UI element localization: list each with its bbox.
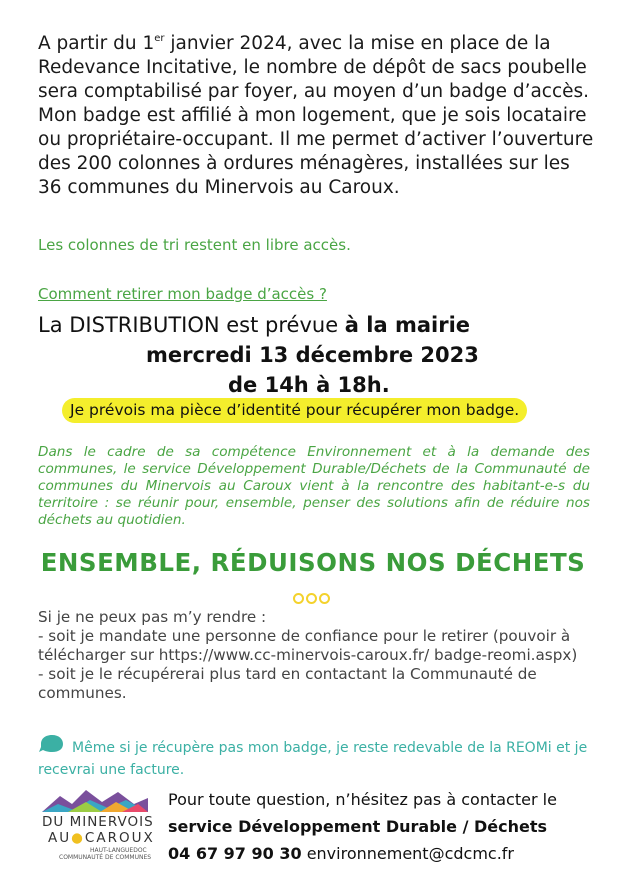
intro-paragraph-1 [38, 32, 598, 104]
dot-icon [319, 593, 330, 604]
distribution-planned: La DISTRIBUTION est prévue [38, 313, 345, 337]
contact-phone: 04 67 97 90 30 [168, 844, 302, 863]
logo-community: COMMUNAUTÉ DE COMMUNES [59, 854, 152, 861]
distribution-date: mercredi 13 décembre 2023 [146, 343, 479, 367]
intro-p1-rest: janvier 2024, avec la mise en place de la Redevance Incitative, le nombre de dépôt de sacs poubelle sera comptabilisé par foyer, au moyen d’un badge d’accès. [38, 33, 590, 102]
alternative-option-1: - soit je mandate une personne de confiance pour le retirer (pouvoir à télécharger sur https://www.cc-minervois-caroux.fr/ badge-reomi.aspx) [38, 627, 578, 664]
dot-icon [306, 593, 317, 604]
id-reminder-wrap [62, 398, 527, 423]
distribution-line-1 [38, 310, 598, 340]
intro-p1-start: A partir du 1 [38, 33, 155, 54]
id-reminder-highlight: Je prévois ma pièce d’identité pour récupérer mon badge. [62, 398, 527, 423]
distribution-hours: de 14h à 18h. [228, 373, 390, 397]
intro-paragraph-2: Mon badge est affilié à mon logement, que je sois locataire ou propriétaire-occupant. Il me permet d’activer l’ouverture des 200 colonnes à ordures ménagères, installées sur les 36 communes du Minervois au Caroux. [38, 105, 594, 198]
how-to-get-badge-heading: Comment retirer mon badge d’accès ? [38, 285, 327, 303]
logo-dot-icon: ● [71, 830, 85, 846]
contact-details [168, 840, 557, 867]
alternative-intro: Si je ne peux pas m’y rendre : [38, 608, 267, 626]
logo-region: HAUT-LANGUEDOC [90, 847, 147, 854]
logo-text-line-2 [48, 830, 155, 846]
decorative-dots [293, 593, 330, 604]
logo-caroux: CAROUX [84, 830, 155, 846]
contact-block [168, 786, 557, 867]
sorting-columns-note: Les colonnes de tri restent en libre accès. [38, 236, 351, 254]
contact-email: environnement@cdcmc.fr [301, 844, 515, 863]
distribution-location: à la mairie [344, 313, 471, 337]
contact-intro: Pour toute question, n’hésitez pas à contacter le [168, 790, 557, 809]
alternative-option-2: - soit je le récupérerai plus tard en contactant la Communauté de communes. [38, 665, 537, 702]
slogan-heading: ENSEMBLE, RÉDUISONS NOS DÉCHETS [40, 548, 586, 577]
reomi-note [38, 737, 598, 781]
intro-text [38, 32, 598, 200]
logo-text-line-1: DU MINERVOIS [42, 814, 154, 830]
contact-service: service Développement Durable / Déchets [168, 817, 548, 836]
context-paragraph: Dans le cadre de sa compétence Environnement et à la demande des communes, le service Développement Durable/Déchets de la Communauté de communes du Minervois au Caroux vient à la rencontre des habitant-e-s du territoire : se réunir pour, ensemble, penser des solutions afin de réduire nos déchets au quotidien. [38, 444, 590, 528]
distribution-info [38, 310, 598, 397]
dot-icon [293, 593, 304, 604]
logo-au: AU [48, 830, 72, 846]
superscript-er: er [154, 33, 165, 44]
reomi-note-text: Même si je récupère pas mon badge, je reste redevable de la REOMi et je recevrai une facture. [38, 740, 588, 778]
alternative-options [38, 608, 598, 703]
